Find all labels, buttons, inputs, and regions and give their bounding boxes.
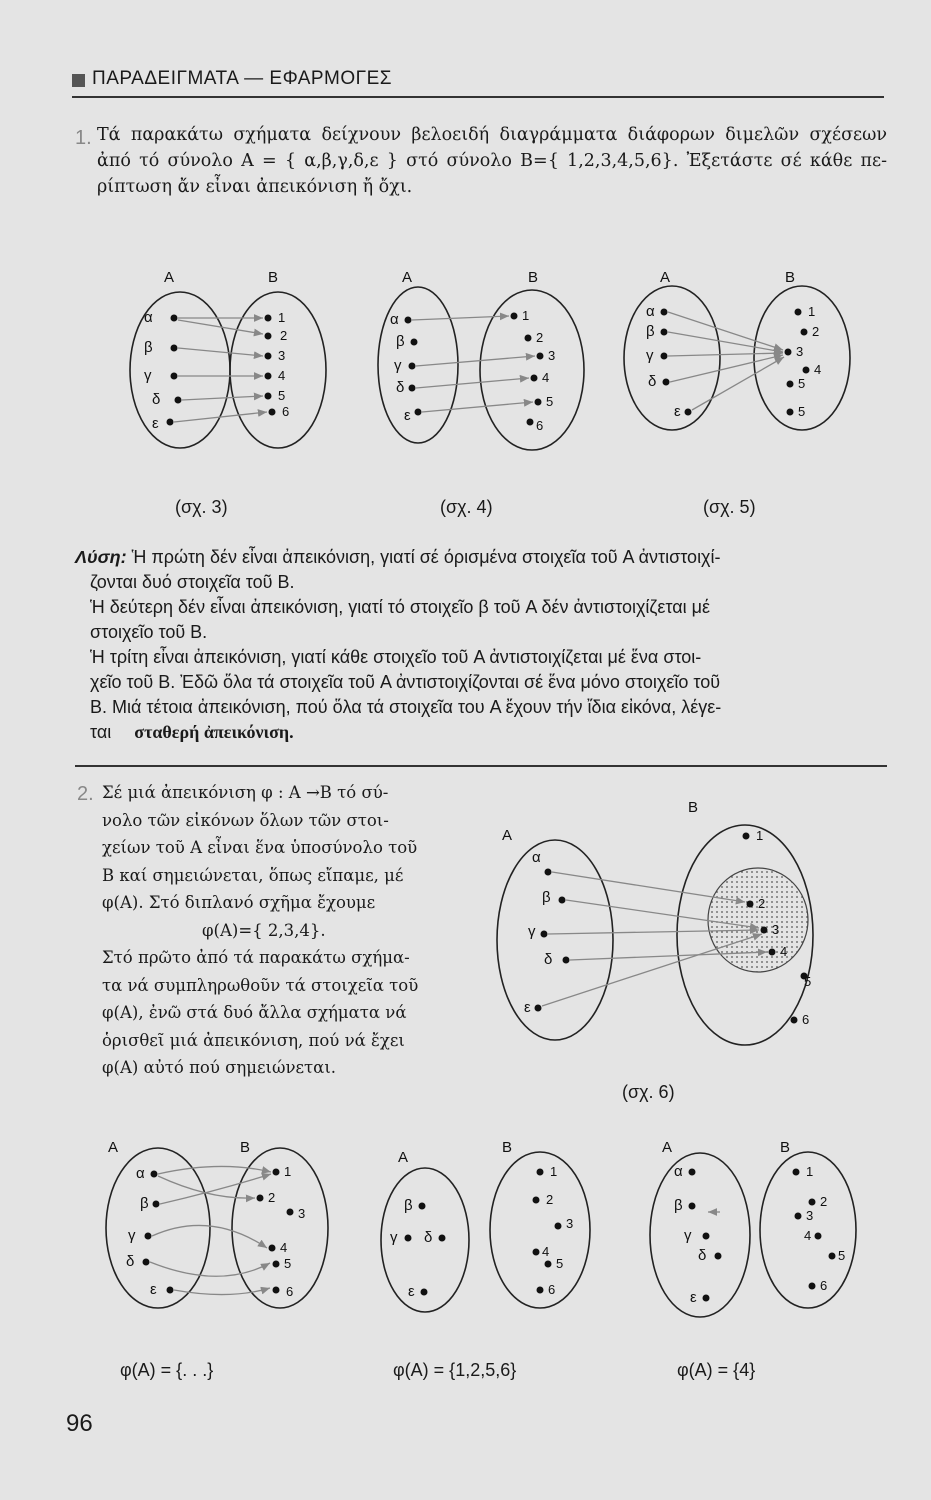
element-beta: β xyxy=(674,1197,683,1214)
element-epsilon: ε xyxy=(408,1283,415,1300)
element-epsilon: ε xyxy=(524,999,531,1016)
figure-6-diagram xyxy=(490,790,890,1080)
caption-fig-5: (σχ. 5) xyxy=(703,497,756,517)
element-gamma: γ xyxy=(128,1227,136,1244)
example-2-text xyxy=(102,779,452,1082)
element-alpha: α xyxy=(646,303,655,320)
element-beta: β xyxy=(396,333,405,350)
element-1: 1 xyxy=(756,828,764,843)
solution-line-4: στοιχεῖο τοῦ B. xyxy=(90,622,208,642)
phi-a-fill-label: φ(A) = {. . .} xyxy=(120,1360,214,1380)
element-1: 1 xyxy=(806,1164,814,1179)
element-5: 5 xyxy=(284,1256,292,1271)
element-1: 1 xyxy=(278,310,286,325)
example-1-number: 1. xyxy=(75,127,92,149)
solution-line-6: χεῖο τοῦ B. Ἐδῶ ὅλα τά στοιχεῖα τοῦ A ἀντιστοιχίζονται σέ ἕνα μόνο στοιχεῖο τοῦ xyxy=(90,672,721,692)
set-b-label: B xyxy=(780,1139,791,1156)
element-2: 2 xyxy=(758,896,766,911)
element-6: 6 xyxy=(548,1282,556,1297)
set-a-label: A xyxy=(662,1139,673,1156)
ex2-line-2: νολο τῶν εἰκόνων ὅλων τῶν στοι- xyxy=(102,810,389,830)
element-delta: δ xyxy=(544,951,553,968)
element-gamma: γ xyxy=(390,1229,398,1246)
ex2-line-3: χείων τοῦ A εἶναι ἕνα ὑποσύνολο τοῦ xyxy=(102,838,418,857)
element-beta: β xyxy=(542,889,551,906)
element-delta: δ xyxy=(152,391,161,408)
element-epsilon: ε xyxy=(690,1289,697,1306)
set-a-label: A xyxy=(660,269,671,286)
element-2: 2 xyxy=(820,1194,828,1209)
element-alpha: α xyxy=(390,311,399,328)
example-2-diagrams xyxy=(90,1130,890,1330)
element-1: 1 xyxy=(808,304,816,319)
element-beta: β xyxy=(646,323,655,340)
set-b-label: B xyxy=(688,799,699,816)
element-2: 2 xyxy=(268,1190,276,1205)
ex2-line-9: φ(A), ἐνῶ στά δυό ἄλλα σχήματα νά xyxy=(102,1003,407,1022)
element-3: 3 xyxy=(796,344,804,359)
element-6: 6 xyxy=(536,418,544,433)
set-a-ellipse xyxy=(497,840,613,1040)
element-1: 1 xyxy=(522,308,530,323)
element-4: 4 xyxy=(542,370,550,385)
element-2: 2 xyxy=(812,324,820,339)
element-alpha: α xyxy=(532,849,541,866)
bullet-square-icon xyxy=(72,74,85,87)
element-gamma: γ xyxy=(528,923,536,940)
element-5: 5 xyxy=(798,376,806,391)
set-b-label: B xyxy=(528,269,539,286)
element-3: 3 xyxy=(806,1208,814,1223)
solution-label: Λύση: xyxy=(75,547,127,567)
ex2-line-5: φ(A). Στό διπλανό σχῆμα ἔχουμε xyxy=(102,893,376,912)
ex2-line-11: φ(A) αὐτό πού σημειώνεται. xyxy=(102,1058,337,1077)
section-title: ΠΑΡΑΔΕΙΓΜΑΤΑ — ΕΦΑΡΜΟΓΕΣ xyxy=(92,68,393,89)
ex1-line-3: ρίπτωση ἄν εἶναι ἀπεικόνιση ἤ ὄχι. xyxy=(97,177,413,197)
set-b-label: B xyxy=(268,269,279,286)
element-5: 5 xyxy=(838,1248,846,1263)
element-3: 3 xyxy=(772,922,780,937)
element-6: 6 xyxy=(820,1278,828,1293)
divider xyxy=(75,765,887,767)
element-beta: β xyxy=(404,1197,413,1214)
element-4: 4 xyxy=(542,1244,550,1259)
image-subset-shaded xyxy=(708,868,808,972)
element-gamma: γ xyxy=(394,357,402,374)
caption-fig-4: (σχ. 4) xyxy=(440,497,493,517)
ex2-line-4: B καί σημειώνεται, ὅπως εἴπαμε, μέ xyxy=(102,865,404,885)
solution-line-2: ζονται δυό στοιχεῖα τοῦ B. xyxy=(90,572,295,592)
element-2: 2 xyxy=(280,328,288,343)
diagram-image-4 xyxy=(650,1139,856,1317)
section-header xyxy=(72,66,884,98)
element-epsilon: ε xyxy=(152,415,159,432)
caption-fig-6: (σχ. 6) xyxy=(622,1082,675,1102)
element-3: 3 xyxy=(278,348,286,363)
set-a-label: A xyxy=(398,1149,409,1166)
element-4: 4 xyxy=(780,944,788,959)
element-delta: δ xyxy=(648,373,657,390)
element-5: 5 xyxy=(556,1256,564,1271)
element-5: 5 xyxy=(278,388,286,403)
element-3: 3 xyxy=(566,1216,574,1231)
phi-a-4-label: φ(A) = {4} xyxy=(677,1360,756,1380)
element-6: 6 xyxy=(282,404,290,419)
element-6: 6 xyxy=(802,1012,810,1027)
example-1-text xyxy=(97,122,887,200)
set-b-label: B xyxy=(502,1139,513,1156)
set-a-label: A xyxy=(402,269,413,286)
element-delta: δ xyxy=(424,1229,433,1246)
element-2: 2 xyxy=(546,1192,554,1207)
solution-line-5: Ἡ τρίτη εἶναι ἀπεικόνιση, γιατί κάθε στοιχεῖο τοῦ A ἀντιστοιχίζεται μέ ἕνα στοι- xyxy=(90,647,702,667)
element-4: 4 xyxy=(278,368,286,383)
ex2-line-7: Στό πρῶτο ἀπό τά παρακάτω σχήμα- xyxy=(102,948,410,967)
ex2-line-6: φ(A)={ 2,3,4}. xyxy=(202,920,326,940)
set-a-label: A xyxy=(164,269,175,286)
element-alpha: α xyxy=(136,1165,145,1182)
set-b-label: B xyxy=(785,269,796,286)
element-4: 4 xyxy=(280,1240,288,1255)
element-epsilon: ε xyxy=(674,403,681,420)
set-a-label: A xyxy=(502,827,513,844)
page-number: 96 xyxy=(66,1410,93,1437)
element-gamma: γ xyxy=(684,1227,692,1244)
solution-line-3: Ἡ δεύτερη δέν εἶναι ἀπεικόνιση, γιατί τό στοιχεῖο β τοῦ A δέν ἀντιστοιχίζεται μέ xyxy=(90,597,711,617)
element-delta: δ xyxy=(396,379,405,396)
element-4: 4 xyxy=(814,362,822,377)
element-1: 1 xyxy=(284,1164,292,1179)
caption-fig-3: (σχ. 3) xyxy=(175,497,228,517)
element-beta: β xyxy=(140,1195,149,1212)
figure-4-diagram xyxy=(378,269,584,450)
ex1-line-1: Τά παρακάτω σχήματα δείχνουν βελοειδή διαγράμματα διάφορων διμελῶν σχέσεων xyxy=(97,125,887,145)
element-5-second: 5 xyxy=(798,404,806,419)
solution-line-8: ται xyxy=(90,722,112,742)
set-b-label: B xyxy=(240,1139,251,1156)
element-gamma: γ xyxy=(646,347,654,364)
set-a-label: A xyxy=(108,1139,119,1156)
element-gamma: γ xyxy=(144,367,152,384)
element-4: 4 xyxy=(804,1228,812,1243)
element-alpha: α xyxy=(674,1163,683,1180)
diagram-image-1256 xyxy=(381,1139,590,1312)
element-5: 5 xyxy=(546,394,554,409)
figure-3-diagram xyxy=(130,269,326,448)
example-1-diagrams xyxy=(100,260,900,460)
ex2-line-8: τα νά συμπληρωθοῦν τά στοιχεῖα τοῦ xyxy=(102,975,419,995)
element-3: 3 xyxy=(548,348,556,363)
diagram-fill-image xyxy=(106,1139,328,1308)
element-epsilon: ε xyxy=(150,1281,157,1298)
figure-5-diagram xyxy=(624,269,850,430)
element-2: 2 xyxy=(536,330,544,345)
element-1: 1 xyxy=(550,1164,558,1179)
element-6: 6 xyxy=(286,1284,294,1299)
element-delta: δ xyxy=(698,1247,707,1264)
phi-a-1256-label: φ(A) = {1,2,5,6} xyxy=(393,1360,517,1380)
term-constant-mapping: σταθερή ἀπεικόνιση. xyxy=(134,722,294,742)
ex2-line-1: Σέ μιά ἀπεικόνιση φ : A →B τό σύ- xyxy=(102,783,389,802)
element-3: 3 xyxy=(298,1206,306,1221)
ex2-line-10: ὁρισθεῖ μιά ἀπεικόνιση, πού νά ἔχει xyxy=(102,1030,405,1050)
solution-block xyxy=(75,545,885,745)
element-delta: δ xyxy=(126,1253,135,1270)
example-2-number: 2. xyxy=(77,783,94,805)
element-beta: β xyxy=(144,339,153,356)
element-5: 5 xyxy=(804,974,812,989)
solution-line-7: B. Μιά τέτοια ἀπεικόνιση, πού ὅλα τά στοιχεῖα του A ἔχουν τήν ἴδια εἰκόνα, λέγε- xyxy=(90,697,722,717)
ex1-line-2: ἀπό τό σύνολο A = { α,β,γ,δ,ε } στό σύνολο B={ 1,2,3,4,5,6}. Ἐξετάστε σέ κάθε πε- xyxy=(97,151,887,171)
element-alpha: α xyxy=(144,309,153,326)
element-epsilon: ε xyxy=(404,407,411,424)
solution-line-1: Ἡ πρώτη δέν εἶναι ἀπεικόνιση, γιατί σέ όρισμένα στοιχεῖα τοῦ A ἀντιστοιχί- xyxy=(131,547,721,567)
